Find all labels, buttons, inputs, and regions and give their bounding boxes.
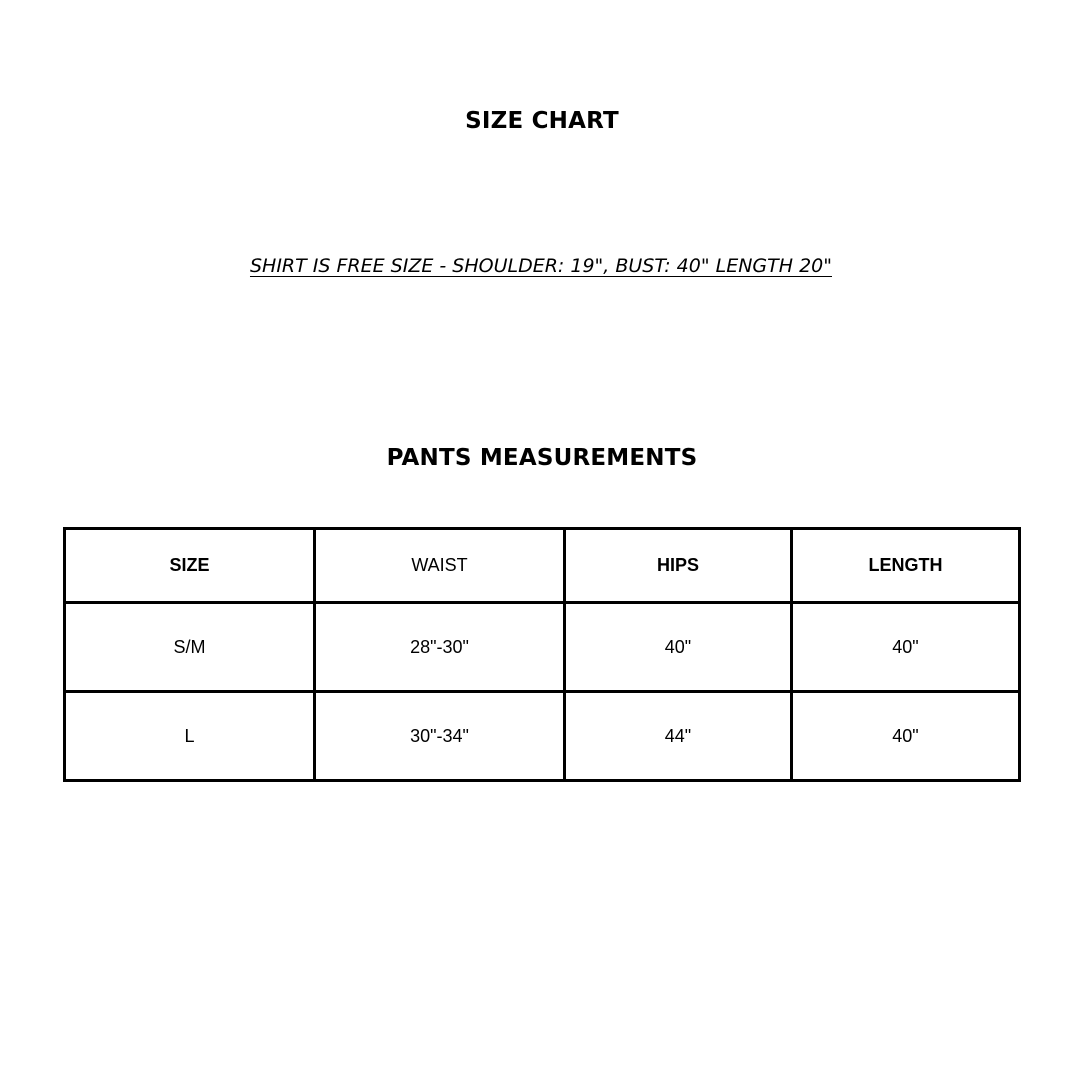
column-header-waist: WAIST xyxy=(315,529,565,603)
column-header-hips: HIPS xyxy=(565,529,792,603)
cell-hips: 44" xyxy=(565,692,792,781)
column-header-size: SIZE xyxy=(65,529,315,603)
page-title: SIZE CHART xyxy=(465,108,619,134)
column-header-length: LENGTH xyxy=(792,529,1020,603)
table-header-row xyxy=(65,529,1020,603)
cell-waist: 30"-34" xyxy=(315,692,565,781)
cell-waist: 28"-30" xyxy=(315,603,565,692)
table-row xyxy=(65,603,1020,692)
cell-length: 40" xyxy=(792,692,1020,781)
pants-measurements-table xyxy=(63,527,1021,782)
cell-size: L xyxy=(65,692,315,781)
table-row xyxy=(65,692,1020,781)
shirt-size-note xyxy=(0,252,1080,280)
shirt-size-note-text: SHIRT IS FREE SIZE - SHOULDER: 19", BUST: 40" LENGTH 20" xyxy=(249,255,832,277)
cell-length: 40" xyxy=(792,603,1020,692)
cell-hips: 40" xyxy=(565,603,792,692)
pants-section-title: PANTS MEASUREMENTS xyxy=(386,445,698,471)
cell-size: S/M xyxy=(65,603,315,692)
